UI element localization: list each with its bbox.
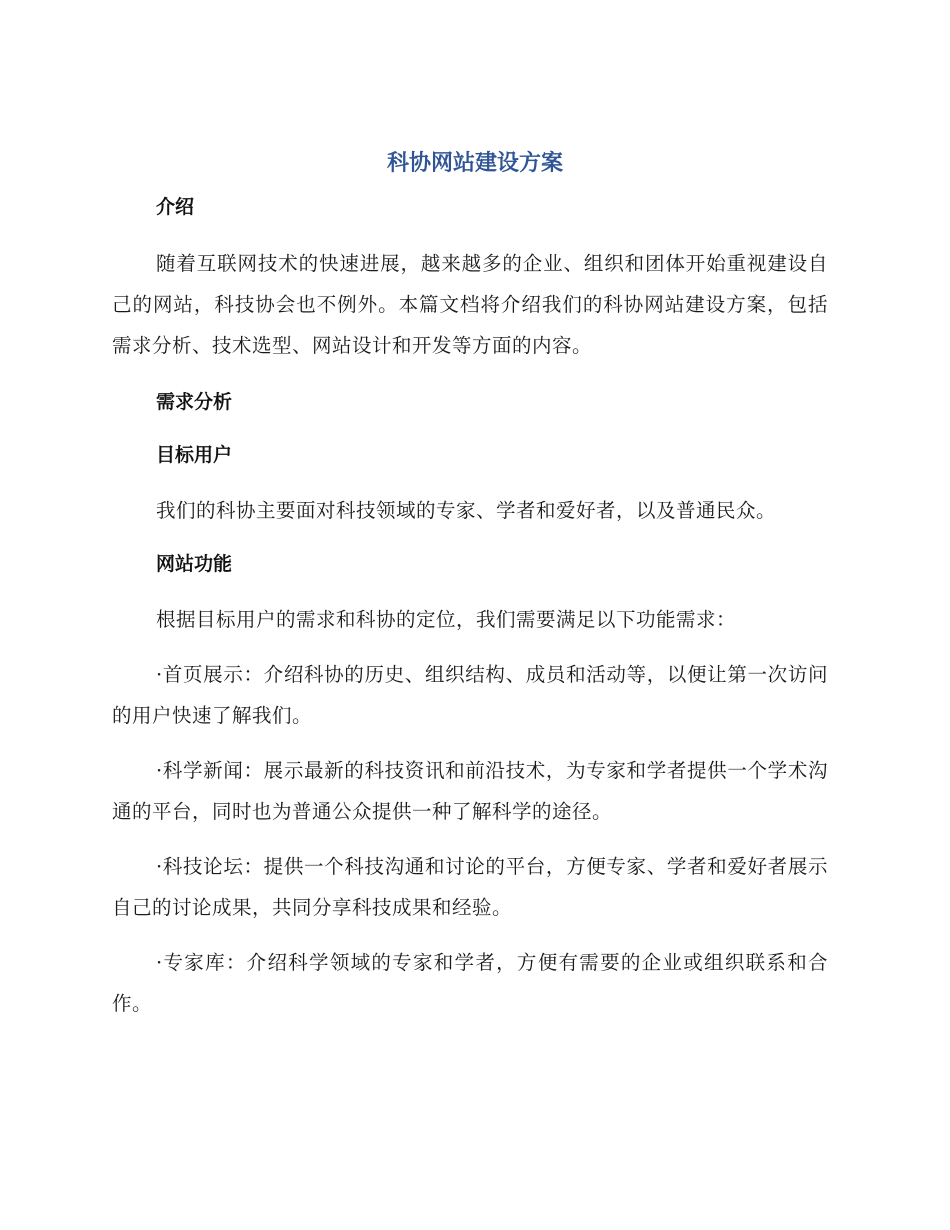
document-body [112,190,828,1024]
feature-item-science-news [112,750,828,832]
heading-features: 网站功能 [156,553,233,575]
feature-text: 首页展示：介绍科协的历史、组织结构、成员和活动等，以便让第一次访问的用户快速了解我们。 [112,663,828,727]
bullet-symbol: · [156,855,163,878]
feature-item-homepage [112,654,828,736]
feature-text: 科学新闻：展示最新的科技资讯和前沿技术，为专家和学者提供一个学术沟通的平台，同时也为普通公众提供一种了解科学的途径。 [112,759,828,823]
bullet-symbol: · [156,951,163,974]
feature-item-expert-library [112,942,828,1024]
paragraph-intro: 随着互联网技术的快速进展，越来越多的企业、组织和团体开始重视建设自己的网站，科技协会也不例外。本篇文档将介绍我们的科协网站建设方案，包括需求分析、技术选型、网站设计和开发等方面的内容。 [112,252,828,357]
feature-item-tech-forum [112,846,828,928]
feature-text: 专家库：介绍科学领域的专家和学者，方便有需要的企业或组织联系和合作。 [112,951,828,1015]
feature-text: 科技论坛：提供一个科技沟通和讨论的平台，方便专家、学者和爱好者展示自己的讨论成果，共同分享科技成果和经验。 [112,855,828,919]
paragraph-features-intro: 根据目标用户的需求和科协的定位，我们需要满足以下功能需求： [156,608,737,631]
document-title: 科协网站建设方案 [386,151,563,176]
heading-target-users: 目标用户 [156,444,233,466]
heading-needs-analysis: 需求分析 [156,391,233,413]
heading-intro: 介绍 [156,196,195,218]
bullet-symbol: · [156,759,163,782]
paragraph-target-users: 我们的科协主要面对科技领域的专家、学者和爱好者，以及普通民众。 [156,499,777,522]
bullet-symbol: · [156,663,163,686]
